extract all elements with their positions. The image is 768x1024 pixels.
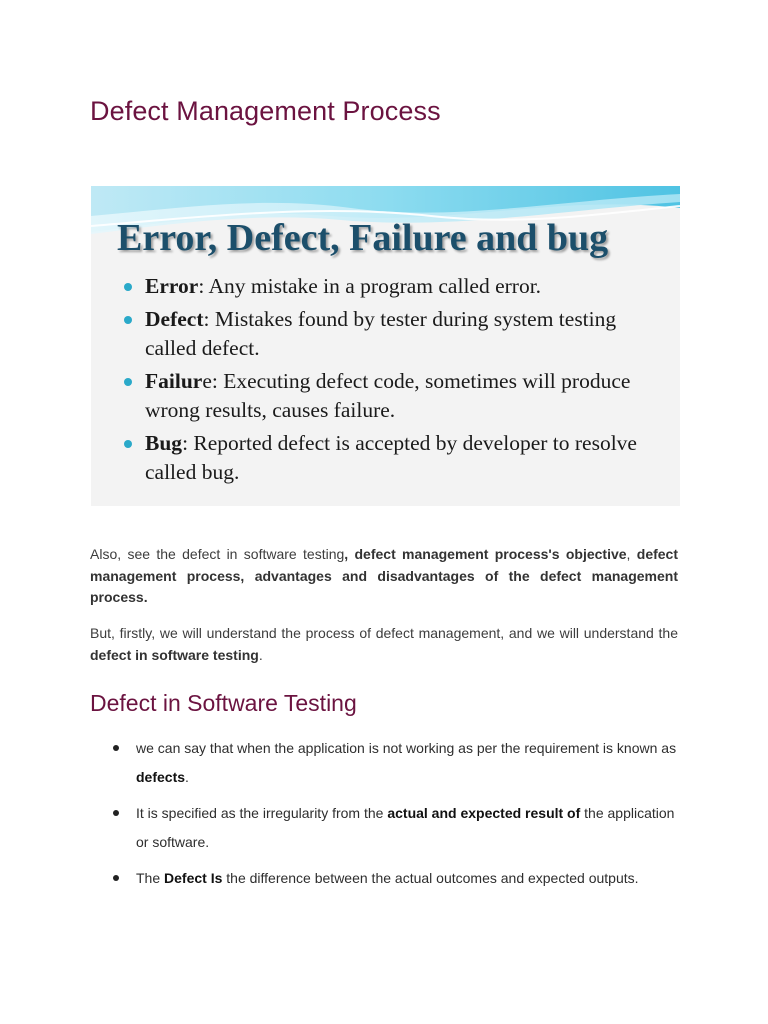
list-item: [90, 864, 690, 893]
second-paragraph: [90, 623, 678, 666]
slide-item-term: Error: [145, 274, 199, 298]
bullet-dot-icon: [124, 316, 132, 324]
slide-item-separator: :: [198, 274, 209, 298]
list-item-text: It is specified as the irregularity from the: [136, 805, 388, 821]
bullet-dot-icon: [124, 440, 132, 448]
list-item-bold: defects: [136, 769, 186, 785]
section-heading: Defect in Software Testing: [90, 690, 357, 716]
slide-item-defect: [131, 305, 671, 363]
list-item-text-end: the difference between the actual outcomes and expected outputs.: [222, 870, 639, 886]
list-item-text: The: [136, 870, 165, 886]
list-item: [90, 799, 690, 857]
intro-separator: ,: [626, 546, 637, 562]
list-item-bold: actual and expected result of: [387, 805, 581, 821]
slide-definition-list: [131, 272, 671, 491]
intro-text: Also, see the defect in software testing: [90, 546, 345, 562]
defect-bullet-list: [90, 734, 690, 900]
slide-item-text: Mistakes found by tester during system testing called defect.: [145, 307, 617, 360]
intro-bold-objective: , defect management process's objective: [344, 546, 627, 562]
slide-item-term: Bug: [145, 431, 183, 455]
bullet-dot-icon: [113, 810, 119, 816]
bullet-dot-icon: [124, 378, 132, 386]
slide-item-failure: [131, 367, 671, 425]
list-item-text-end: the application or software.: [136, 805, 675, 850]
bullet-dot-icon: [113, 745, 119, 751]
slide-item-separator: :: [203, 307, 215, 331]
slide-item-term: Failur: [145, 369, 203, 393]
slide-item-text: e: Executing defect code, sometimes will produce wrong results, causes failure.: [145, 369, 631, 422]
slide-item-separator: :: [182, 431, 194, 455]
slide-item-term: Defect: [145, 307, 204, 331]
page-title: Defect Management Process: [90, 96, 441, 126]
list-item: [90, 734, 690, 792]
list-item-text: we can say that when the application is not working as per the requirement is known as: [136, 740, 677, 756]
slide-item-text: Any mistake in a program called error.: [208, 274, 542, 298]
slide-image: [91, 186, 680, 506]
list-item-text-end: .: [185, 769, 189, 785]
list-item-bold: Defect Is: [164, 870, 223, 886]
bullet-dot-icon: [124, 283, 132, 291]
intro-paragraph: [90, 544, 678, 609]
second-bold-text: defect in software testing: [90, 646, 259, 663]
slide-item-bug: [131, 429, 671, 487]
intro-bold-topics: defect management process, advantages and disadvantages of the defect management process.: [90, 546, 678, 605]
slide-title: Error, Defect, Failure and bug: [117, 217, 609, 259]
bullet-dot-icon: [113, 875, 119, 881]
second-text: But, firstly, we will understand the process of defect management, and we will understand the: [90, 625, 678, 641]
second-text-end: .: [258, 646, 263, 663]
slide-item-error: [131, 272, 671, 301]
slide-item-text: Reported defect is accepted by developer to resolve called bug.: [145, 431, 637, 484]
